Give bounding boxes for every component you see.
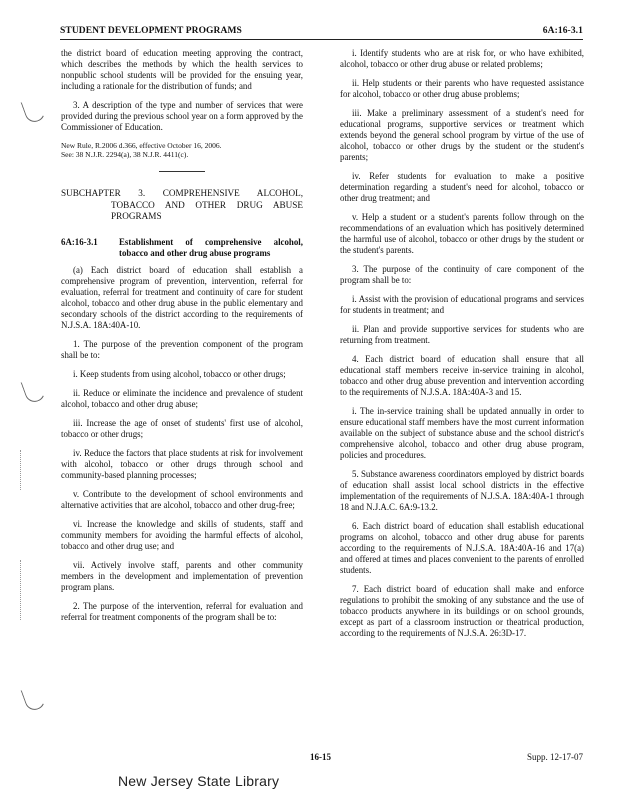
punch-hole-mark [20,683,47,712]
paragraph: 1. The purpose of the prevention component of the program shall be to: [61,338,303,360]
header-title: STUDENT DEVELOPMENT PROGRAMS [60,26,242,36]
punch-hole-mark [20,95,47,124]
paragraph: (a) Each district board of education shall establish a comprehensive program of prevention, intervention, referral for evaluation, referral for treatment and continuity of care for student alcohol, tobacco and other drug abuse in the public elementary and secondary schools of the district according to the requirements of N.J.S.A. 18A:40A-10. [61,264,303,330]
margin-mark [20,450,21,490]
list-item: vii. Actively involve staff, parents and other community members in the development and implementation of prevention program plans. [61,559,303,592]
paragraph: 3. A description of the type and number of services that were provided during the previous school year on a form approved by the Commissioner of Education. [61,100,303,132]
list-item: iii. Increase the age of onset of students' first use of alcohol, tobacco or other drugs; [61,417,303,439]
library-stamp: New Jersey State Library [118,773,280,789]
list-item: i. The in-service training shall be updated annually in order to ensure educational staff members have the most current information available on the subject of substance abuse and the school district's comprehensive alcohol, tobacco and other drug abuse program, policies and procedures. [340,406,584,460]
paragraph: the district board of education meeting approving the contract, which describes the methods by which the health services to nonpublic school students will be provided for the ensuing year, including a rationale for the distribution of funds; and [61,48,303,91]
section-heading [61,237,303,259]
header-section-number: 6A:16-3.1 [542,26,583,36]
list-item: i. Keep students from using alcohol, tobacco or other drugs; [73,368,286,379]
paragraph: 4. Each district board of education shall ensure that all educational staff members receive in-service training in alcohol, tobacco and other drug abuse prevention and intervention according to the requirements of N.J.S.A. 18A:40A-3 and 15. [340,354,584,397]
list-item: ii. Plan and provide supportive services for students who are returning from treatment. [340,324,584,345]
divider [159,171,205,172]
list-item: i. Identify students who are at risk for, or who have exhibited, alcohol, tobacco or other drug abuse or related problems; [340,48,584,69]
paragraph: 7. Each district board of education shall make and enforce regulations to prohibit the smoking of any substance and the use of tobacco products anywhere in its buildings or on school grounds, except as part of a classroom instruction or theatrical production, according to the requirements of N.J.S.A. 26:3D-17. [340,584,584,638]
paragraph: 6. Each district board of education shall establish educational programs on alcohol, tobacco and other drug abuse for parents according to the requirements of N.J.S.A. 18A:40A-16 and 17(a) and offered at times and places convenient to the parents of enrolled students. [340,521,584,575]
history-note [61,141,303,159]
history-note-line: New Rule, R.2006 d.366, effective October 16, 2006. [61,141,222,150]
paragraph: 3. The purpose of the continuity of care component of the program shall be to: [340,264,584,285]
paragraph: 2. The purpose of the intervention, referral for evaluation and referral for treatment components of the program shall be to: [61,600,303,622]
punch-hole-mark [20,375,47,404]
page-number: 16-15 [310,752,331,762]
section-title: Establishment of comprehensive alcohol, tobacco and other drug abuse programs [119,236,303,258]
list-item: v. Help a student or a student's parents follow through on the recommendations of an evaluation which has positively determined the harmful use of alcohol, tobacco or other drugs by the student or the student's parents. [340,212,584,255]
margin-mark [20,560,21,620]
list-item: ii. Help students or their parents who have requested assistance for alcohol, tobacco or other drug abuse problems; [340,78,584,99]
history-note-line: See: 38 N.J.R. 2294(a), 38 N.J.R. 4411(c). [61,150,189,159]
list-item: i. Assist with the provision of educational programs and services for students in treatment; and [340,294,584,315]
supplement-date: Supp. 12-17-07 [527,752,583,762]
list-item: v. Contribute to the development of school environments and alternative activities that are alcohol, tobacco and other drug-free; [61,488,303,510]
paragraph: 5. Substance awareness coordinators employed by district boards of education shall assist local school districts in the effective implementation of the requirements of N.J.S.A. 18A:40A-1 through 18 and N.J.A.C. 6A:9-13.2. [340,469,584,512]
list-item: iv. Reduce the factors that place students at risk for involvement with alcohol, tobacco or other drugs through school and community-based planning processes; [61,447,303,480]
list-item: iii. Make a preliminary assessment of a student's need for educational programs, supportive services or treatment which extends beyond the general school program by virtue of the use of alcohol, tobacco or other drugs by the student or the student's parents; [340,108,584,162]
subchapter-heading: SUBCHAPTER 3. COMPREHENSIVE ALCOHOL, TOBACCO AND OTHER DRUG ABUSE PROGRAMS [61,188,303,221]
list-item: ii. Reduce or eliminate the incidence and prevalence of student alcohol, tobacco and other drug abuse; [61,387,303,409]
section-number: 6A:16-3.1 [61,236,98,247]
running-header [60,25,583,40]
list-item: iv. Refer students for evaluation to make a positive determination regarding a student's need for alcohol, tobacco or other drug treatment; and [340,171,584,203]
left-column [61,48,303,631]
list-item: vi. Increase the knowledge and skills of students, staff and community members for avoiding the harmful effects of alcohol, tobacco and other drug use; and [61,518,303,551]
right-column [340,48,584,647]
